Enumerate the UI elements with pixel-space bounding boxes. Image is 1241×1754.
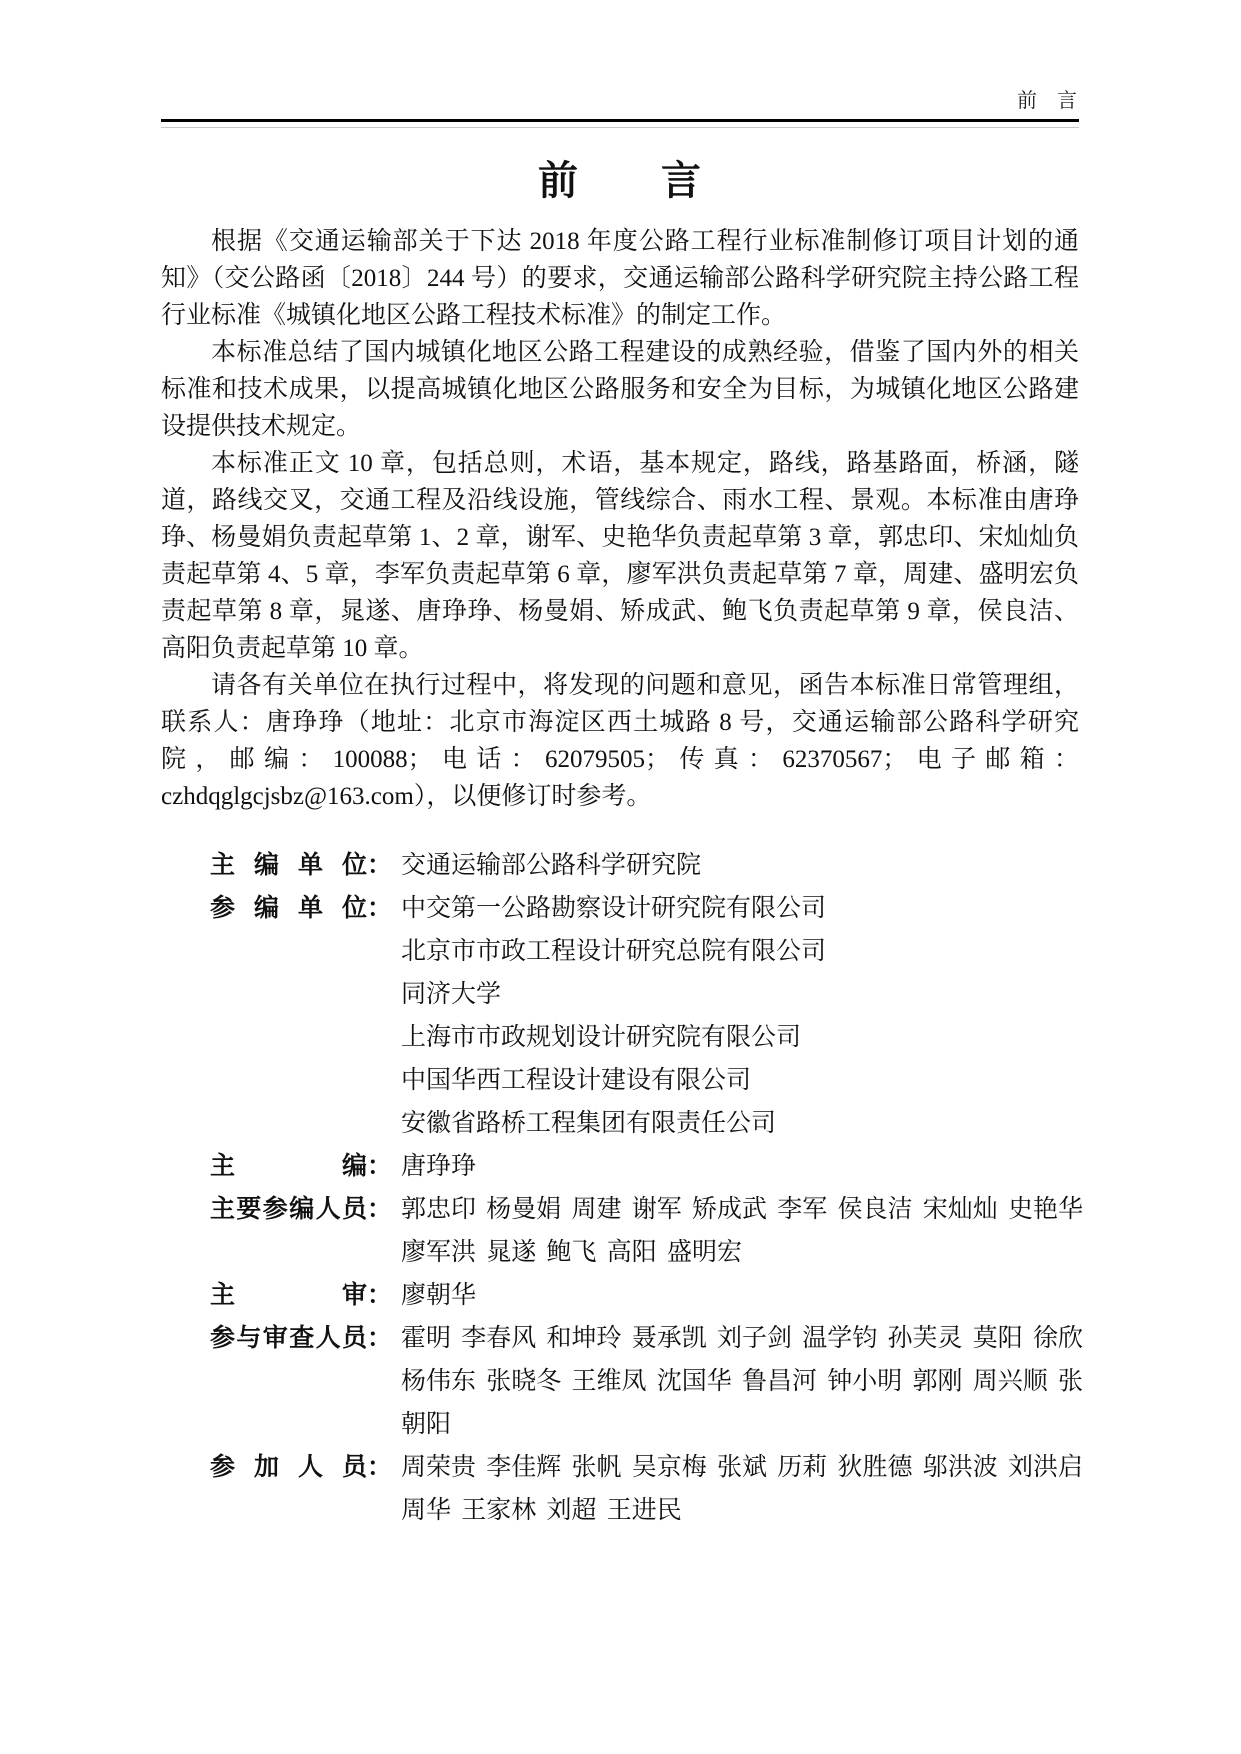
credit-colon: ：	[367, 895, 393, 922]
credit-values	[394, 887, 1079, 1145]
credit-line: 同济大学	[401, 981, 502, 1008]
credit-line: 安徽省路桥工程集团有限责任公司	[401, 1110, 777, 1137]
credit-values	[394, 1317, 1083, 1446]
credit-line: 周华 王家林 刘超 王进民	[401, 1497, 682, 1524]
credit-line: 中国华西工程设计建设有限公司	[401, 1067, 752, 1094]
credit-line: 朝阳	[401, 1411, 452, 1438]
credit-colon: ：	[367, 1282, 393, 1309]
page-title: 前 言	[538, 158, 702, 203]
credit-label: 参编单位	[210, 895, 367, 922]
credit-line: 中交第一公路勘察设计研究院有限公司	[401, 895, 827, 922]
paragraph-4: 请各有关单位在执行过程中，将发现的问题和意见，函告本标准日常管理组，联系人：唐琤琤（地址：北京市海淀区西土城路 8 号，交通运输部公路科学研究院，邮编：100088；电话：62079505；传真：62370567；电子邮箱：czhdqglgcjsbz@163.com），以便修订时参考。	[161, 672, 1079, 810]
credit-line: 上海市市政规划设计研究院有限公司	[401, 1024, 802, 1051]
credit-label: 主要参编人员	[210, 1196, 367, 1223]
credit-entry-other-participants	[161, 1446, 1084, 1532]
running-header: 前 言	[1017, 90, 1077, 112]
credit-entry-review-participants	[161, 1317, 1084, 1446]
page-content	[161, 0, 1084, 1532]
preface-body	[161, 223, 1079, 815]
credit-entry-chief-reviewer	[161, 1274, 1079, 1317]
paragraph-1: 根据《交通运输部关于下达 2018 年度公路工程行业标准制修订项目计划的通知》（交公路函〔2018〕244 号）的要求，交通运输部公路科学研究院主持公路工程行业标准《城镇化地区公路工程技术标准》的制定工作。	[161, 228, 1079, 329]
credit-label: 主编单位	[210, 852, 367, 879]
credit-label: 主审	[210, 1282, 367, 1309]
credit-line: 唐琤琤	[401, 1153, 477, 1180]
credits-section	[161, 844, 1084, 1532]
credit-entry-participating-units	[161, 887, 1079, 1145]
credit-label: 参加人员	[210, 1454, 367, 1481]
credit-values	[394, 1274, 1079, 1317]
credit-line: 廖朝华	[401, 1282, 477, 1309]
credit-colon: ：	[367, 1196, 393, 1223]
credit-colon: ：	[367, 1325, 393, 1352]
credit-line: 郭忠印 杨曼娟 周建 谢军 矫成武 李军 侯良洁 宋灿灿 史艳华	[401, 1196, 1084, 1223]
credit-entry-main-participants	[161, 1188, 1084, 1274]
paragraph-2: 本标准总结了国内城镇化地区公路工程建设的成熟经验，借鉴了国内外的相关标准和技术成果，以提高城镇化地区公路服务和安全为目标，为城镇化地区公路建设提供技术规定。	[161, 339, 1079, 440]
credit-colon: ：	[367, 1454, 393, 1481]
credit-line: 杨伟东 张晓冬 王维凤 沈国华 鲁昌河 钟小明 郭刚 周兴顺 张	[401, 1368, 1084, 1395]
credit-colon: ：	[367, 852, 393, 879]
credit-line: 周荣贵 李佳辉 张帆 吴京梅 张斌 历莉 狄胜德 邬洪波 刘洪启	[401, 1454, 1084, 1481]
credit-line: 北京市市政工程设计研究总院有限公司	[401, 938, 827, 965]
credit-values	[394, 1446, 1083, 1532]
credit-entry-chief-editing-unit	[161, 844, 1079, 887]
credit-values	[394, 844, 1079, 887]
credit-label: 主编	[210, 1153, 367, 1180]
header-rule-shadow	[161, 127, 1079, 128]
header-rule	[161, 119, 1079, 122]
credit-values	[394, 1145, 1079, 1188]
credit-values	[394, 1188, 1083, 1274]
credit-line: 霍明 李春风 和坤玲 聂承凯 刘子剑 温学钧 孙芙灵 莫阳 徐欣	[401, 1325, 1084, 1352]
credit-colon: ：	[367, 1153, 393, 1180]
credit-entry-chief-editor	[161, 1145, 1079, 1188]
credit-label: 参与审查人员	[210, 1325, 367, 1352]
credit-line: 交通运输部公路科学研究院	[401, 852, 702, 879]
credit-line: 廖军洪 晁遂 鲍飞 高阳 盛明宏	[401, 1239, 743, 1266]
paragraph-3: 本标准正文 10 章，包括总则，术语，基本规定，路线，路基路面，桥涵，隧道，路线交叉，交通工程及沿线设施，管线综合、雨水工程、景观。本标准由唐琤琤、杨曼娟负责起草第 1、2 章，谢军、史艳华负责起草第 3 章，郭忠印、宋灿灿负责起草第 4、5 章，李军负责起草第 6 章，廖军洪负责起草第 7 章，周建、盛明宏负责起草第 8 章，晁遂、唐琤琤、杨曼娟、矫成武、鲍飞负责起草第 9 章，侯良洁、高阳负责起草第 10 章。	[161, 450, 1079, 662]
